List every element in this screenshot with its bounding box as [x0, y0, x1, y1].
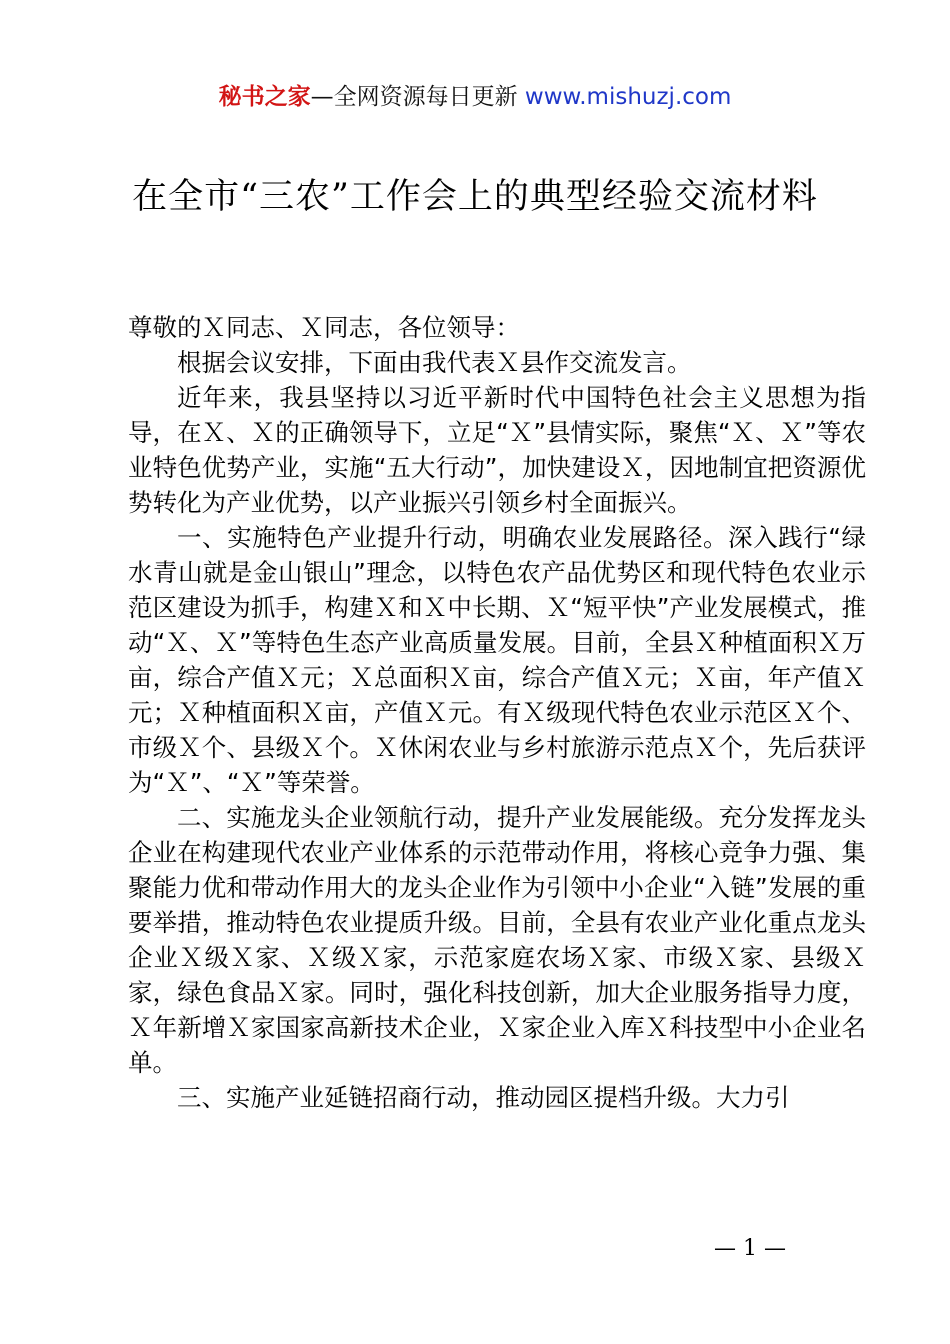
site-header — [0, 80, 950, 114]
paragraph: 三、实施产业延链招商行动，推动园区提档升级。大力引 — [177, 1083, 790, 1112]
paragraph: 一、实施特色产业提升行动，明确农业发展路径。深入践行“绿水青山就是金山银山”理念，以特色农产品优势区和现代特色农业示范区建设为抓手，构建Ｘ和Ｘ中长期、Ｘ“短平快”产业发展模式，推动“Ｘ、Ｘ”等特色生态产业高质量发展。目前，全县Ｘ种植面积Ｘ万亩，综合产值Ｘ元；Ｘ总面积Ｘ亩，综合产值Ｘ元；Ｘ亩，年产值Ｘ元；Ｘ种植面积Ｘ亩，产值Ｘ元。有Ｘ级现代特色农业示范区Ｘ个、市级Ｘ个、县级Ｘ个。Ｘ休闲农业与乡村旅游示范点Ｘ个，先后获评为“Ｘ”、“Ｘ”等荣誉。 — [128, 523, 866, 797]
header-url-link[interactable]: www.mishuzj.com — [524, 84, 732, 110]
document-body — [128, 310, 866, 1115]
page-number: — 1 — — [714, 1236, 786, 1261]
paragraph: 根据会议安排，下面由我代表Ｘ县作交流发言。 — [177, 348, 692, 377]
header-brand: 秘书之家 — [218, 84, 311, 110]
paragraph: 近年来，我县坚持以习近平新时代中国特色社会主义思想为指导，在Ｘ、Ｘ的正确领导下，立足“Ｘ”县情实际，聚焦“Ｘ、Ｘ”等农业特色优势产业，实施“五大行动”，加快建设Ｘ，因地制宜把资源优势转化为产业优势，以产业振兴引领乡村全面振兴。 — [128, 383, 866, 517]
document-title: 在全市“三农”工作会上的典型经验交流材料 — [132, 177, 818, 217]
salutation: 尊敬的Ｘ同志、Ｘ同志，各位领导： — [128, 313, 520, 342]
paragraph: 二、实施龙头企业领航行动，提升产业发展能级。充分发挥龙头企业在构建现代农业产业体系的示范带动作用，将核心竞争力强、集聚能力优和带动作用大的龙头企业作为引领中小企业“入链”发展的重要举措，推动特色农业提质升级。目前，全县有农业产业化重点龙头企业Ｘ级Ｘ家、Ｘ级Ｘ家，示范家庭农场Ｘ家、市级Ｘ家、县级Ｘ家，绿色食品Ｘ家。同时，强化科技创新，加大企业服务指导力度，Ｘ年新增Ｘ家国家高新技术企业，Ｘ家企业入库Ｘ科技型中小企业名单。 — [128, 803, 866, 1077]
header-tagline: —全网资源每日更新 — [310, 84, 525, 110]
